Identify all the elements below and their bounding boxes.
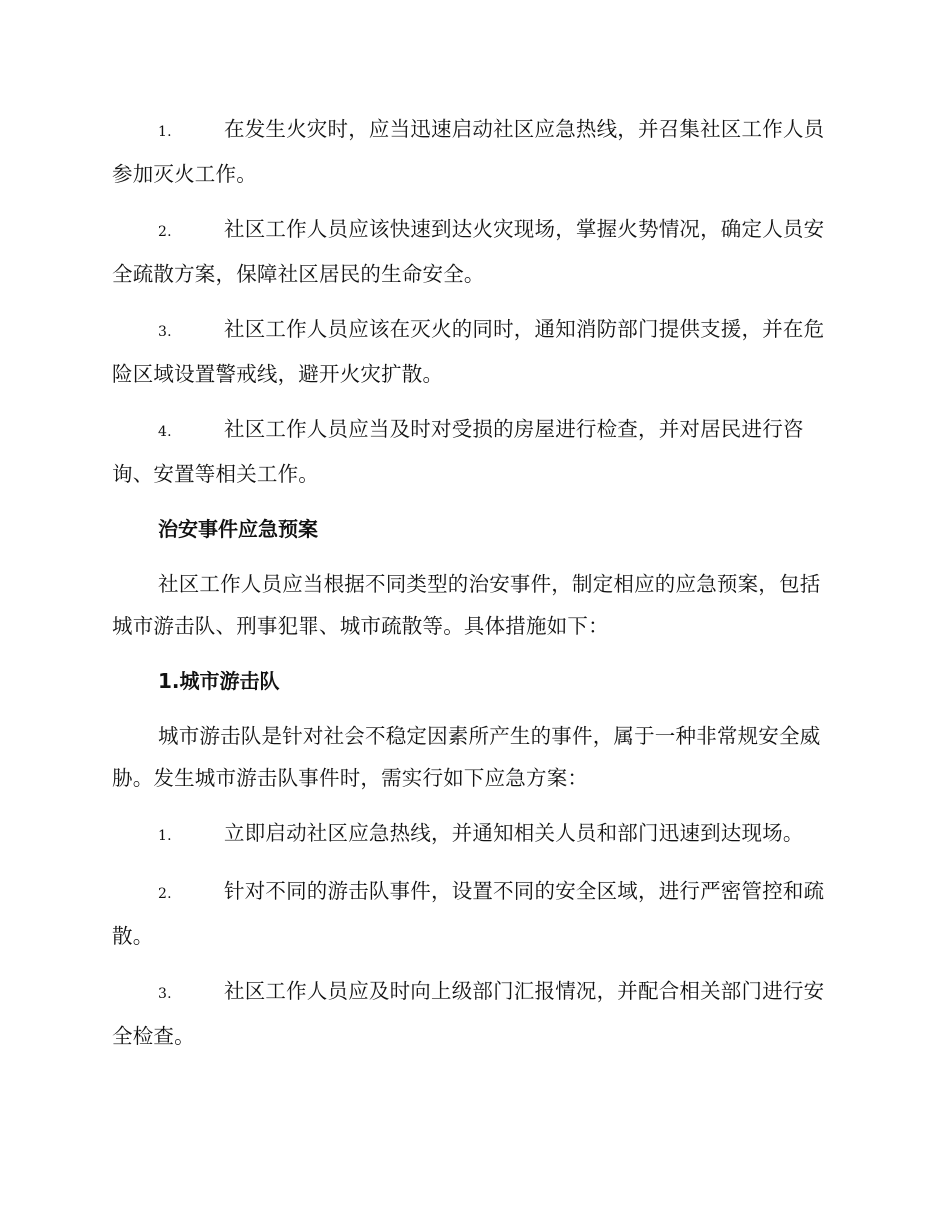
list-item-text: 立即启动社区应急热线，并通知相关人员和部门迅速到达现场。 xyxy=(224,821,804,845)
paragraph: 社区工作人员应当根据不同类型的治安事件，制定相应的应急预案，包括城市游击队、刑事犯罪、城市疏散等。具体措施如下： xyxy=(112,572,821,638)
list-item-text: 在发生火灾时，应当迅速启动社区应急热线，并召集社区工作人员参加灭火工作。 xyxy=(112,117,825,186)
list-item xyxy=(112,970,834,1057)
list-number: 4. xyxy=(158,424,172,440)
list-item xyxy=(112,870,834,957)
list-item-text: 社区工作人员应该在灭火的同时，通知消防部门提供支援，并在危险区域设置警戒线，避开火灾扩散。 xyxy=(112,317,825,386)
list-item xyxy=(112,408,834,495)
list-item xyxy=(112,812,834,857)
list-item xyxy=(112,108,834,195)
list-item xyxy=(112,308,834,395)
list-number: 1. xyxy=(158,124,172,140)
list-item xyxy=(112,208,834,295)
list-item-text: 社区工作人员应当及时对受损的房屋进行检查，并对居民进行咨询、安置等相关工作。 xyxy=(112,417,804,486)
list-number: 2. xyxy=(158,886,172,902)
list-item-text: 社区工作人员应及时向上级部门汇报情况，并配合相关部门进行安全检查。 xyxy=(112,979,825,1048)
document-body xyxy=(112,108,834,1070)
list-number: 3. xyxy=(158,324,172,340)
paragraph: 城市游击队是针对社会不稳定因素所产生的事件，属于一种非常规安全威胁。发生城市游击队事件时，需实行如下应急方案： xyxy=(112,724,821,790)
section-heading: 治安事件应急预案 xyxy=(158,517,318,541)
list-item-text: 针对不同的游击队事件，设置不同的安全区域，进行严密管控和疏散。 xyxy=(112,879,825,948)
list-number: 3. xyxy=(158,986,172,1002)
list-item-text: 社区工作人员应该快速到达火灾现场，掌握火势情况，确定人员安全疏散方案，保障社区居民的生命安全。 xyxy=(112,217,825,286)
list-number: 2. xyxy=(158,224,172,240)
list-number: 1. xyxy=(158,828,172,844)
subsection-heading: 1.城市游击队 xyxy=(158,669,280,693)
